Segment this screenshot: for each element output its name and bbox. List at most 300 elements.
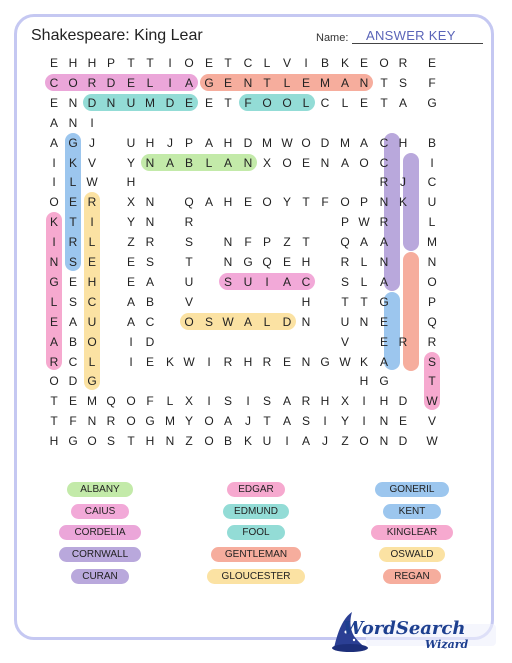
grid-letter[interactable]: A: [49, 334, 58, 349]
grid-letter[interactable]: U: [340, 314, 350, 329]
grid-letter[interactable]: H: [49, 434, 59, 449]
grid-letter[interactable]: L: [263, 56, 271, 70]
grid-letter[interactable]: O: [126, 394, 136, 409]
grid-letter[interactable]: T: [146, 56, 154, 70]
grid-letter[interactable]: T: [380, 95, 388, 110]
grid-letter[interactable]: N: [379, 195, 389, 210]
grid-letter[interactable]: A: [340, 75, 349, 90]
grid-letter[interactable]: A: [340, 155, 349, 170]
grid-letter[interactable]: F: [244, 95, 252, 110]
grid-letter[interactable]: D: [282, 314, 292, 329]
grid-letter[interactable]: L: [166, 394, 174, 409]
grid-letter[interactable]: Z: [283, 235, 291, 250]
grid-letter[interactable]: Z: [127, 235, 135, 250]
grid-letter[interactable]: L: [360, 255, 368, 269]
grid-letter[interactable]: G: [204, 75, 214, 90]
grid-letter[interactable]: N: [359, 75, 369, 90]
grid-letter[interactable]: E: [301, 155, 310, 170]
grid-letter[interactable]: T: [263, 75, 271, 90]
grid-letter[interactable]: O: [87, 434, 97, 449]
grid-letter[interactable]: S: [68, 255, 77, 269]
grid-letter[interactable]: B: [68, 334, 77, 349]
grid-letter[interactable]: H: [126, 175, 136, 190]
grid-letter[interactable]: D: [165, 95, 175, 110]
grid-letter[interactable]: L: [428, 215, 436, 230]
grid-letter[interactable]: T: [302, 195, 310, 210]
grid-letter[interactable]: E: [243, 195, 252, 210]
grid-letter[interactable]: Q: [184, 195, 194, 210]
grid-letter[interactable]: A: [223, 155, 232, 170]
grid-letter[interactable]: A: [145, 274, 154, 289]
grid-letter[interactable]: S: [340, 274, 349, 289]
grid-letter[interactable]: X: [184, 394, 193, 409]
grid-letter[interactable]: A: [126, 294, 135, 309]
grid-letter[interactable]: K: [243, 434, 252, 449]
grid-letter[interactable]: A: [49, 135, 58, 150]
grid-letter[interactable]: N: [145, 195, 155, 210]
grid-letter[interactable]: N: [223, 235, 233, 250]
grid-letter[interactable]: M: [320, 75, 330, 90]
grid-letter[interactable]: N: [379, 255, 389, 269]
grid-letter[interactable]: I: [430, 155, 434, 170]
grid-letter[interactable]: O: [282, 95, 292, 110]
grid-letter[interactable]: W: [86, 175, 98, 190]
grid-letter[interactable]: R: [398, 56, 408, 70]
grid-letter[interactable]: A: [282, 414, 291, 429]
grid-letter[interactable]: U: [87, 314, 97, 329]
grid-letter[interactable]: T: [127, 56, 135, 70]
name-field[interactable]: ANSWER KEY: [366, 28, 456, 43]
grid-letter[interactable]: D: [243, 135, 253, 150]
grid-letter[interactable]: N: [223, 255, 233, 269]
grid-letter[interactable]: S: [145, 255, 154, 269]
grid-letter[interactable]: T: [302, 235, 310, 250]
grid-letter[interactable]: Q: [262, 255, 272, 269]
grid-letter[interactable]: G: [87, 374, 97, 389]
grid-letter[interactable]: M: [145, 95, 155, 110]
grid-letter[interactable]: O: [87, 334, 97, 349]
grid-letter[interactable]: L: [146, 75, 154, 90]
grid-letter[interactable]: E: [204, 95, 213, 110]
grid-letter[interactable]: P: [106, 56, 115, 70]
grid-letter[interactable]: M: [262, 135, 272, 150]
grid-letter[interactable]: R: [427, 334, 437, 349]
grid-letter[interactable]: P: [340, 215, 349, 230]
grid-letter[interactable]: I: [129, 334, 133, 349]
grid-letter[interactable]: M: [340, 135, 350, 150]
grid-letter[interactable]: H: [398, 135, 408, 150]
grid-letter[interactable]: B: [427, 135, 436, 150]
grid-letter[interactable]: G: [379, 294, 389, 309]
grid-letter[interactable]: O: [301, 135, 311, 150]
grid-letter[interactable]: N: [49, 255, 59, 269]
grid-letter[interactable]: J: [322, 434, 328, 449]
grid-letter[interactable]: H: [68, 56, 78, 70]
grid-letter[interactable]: M: [87, 394, 97, 409]
grid-letter[interactable]: N: [359, 314, 369, 329]
grid-letter[interactable]: H: [301, 294, 311, 309]
grid-letter[interactable]: C: [301, 274, 311, 289]
grid-letter[interactable]: G: [243, 255, 253, 269]
grid-letter[interactable]: W: [281, 135, 293, 150]
grid-letter[interactable]: E: [49, 95, 58, 110]
grid-letter[interactable]: H: [359, 374, 369, 389]
grid-letter[interactable]: O: [282, 155, 292, 170]
grid-letter[interactable]: E: [145, 354, 154, 369]
grid-letter[interactable]: E: [359, 95, 368, 110]
grid-letter[interactable]: C: [379, 155, 389, 170]
grid-letter[interactable]: N: [87, 414, 97, 429]
grid-letter[interactable]: N: [301, 314, 311, 329]
grid-letter[interactable]: Q: [427, 314, 437, 329]
grid-letter[interactable]: O: [359, 155, 369, 170]
grid-letter[interactable]: D: [398, 434, 408, 449]
grid-letter[interactable]: O: [126, 414, 136, 429]
grid-letter[interactable]: N: [145, 215, 155, 230]
grid-letter[interactable]: Z: [341, 434, 349, 449]
grid-letter[interactable]: J: [400, 175, 406, 190]
grid-letter[interactable]: O: [204, 434, 214, 449]
grid-letter[interactable]: O: [262, 195, 272, 210]
grid-letter[interactable]: A: [359, 235, 368, 250]
grid-letter[interactable]: S: [262, 394, 271, 409]
grid-letter[interactable]: K: [398, 195, 407, 210]
grid-letter[interactable]: R: [379, 215, 389, 230]
grid-letter[interactable]: X: [126, 195, 135, 210]
grid-letter[interactable]: G: [68, 135, 78, 150]
grid-letter[interactable]: A: [359, 135, 368, 150]
grid-letter[interactable]: S: [427, 354, 436, 369]
grid-letter[interactable]: E: [282, 255, 291, 269]
grid-letter[interactable]: V: [427, 414, 436, 429]
grid-letter[interactable]: N: [320, 155, 330, 170]
grid-letter[interactable]: I: [90, 215, 94, 230]
grid-letter[interactable]: C: [68, 354, 78, 369]
grid-letter[interactable]: P: [262, 235, 271, 250]
grid-letter[interactable]: E: [184, 95, 193, 110]
grid-letter[interactable]: A: [379, 274, 388, 289]
grid-letter[interactable]: V: [282, 56, 291, 70]
grid-letter[interactable]: F: [244, 235, 252, 250]
grid-letter[interactable]: H: [223, 195, 233, 210]
grid-letter[interactable]: E: [427, 56, 436, 70]
grid-letter[interactable]: C: [243, 56, 253, 70]
grid-letter[interactable]: S: [223, 274, 232, 289]
grid-letter[interactable]: O: [340, 195, 350, 210]
grid-letter[interactable]: W: [222, 314, 234, 329]
grid-letter[interactable]: A: [301, 434, 310, 449]
grid-letter[interactable]: T: [50, 414, 58, 429]
grid-letter[interactable]: F: [321, 195, 329, 210]
grid-letter[interactable]: O: [379, 56, 389, 70]
grid-letter[interactable]: K: [359, 354, 368, 369]
grid-letter[interactable]: N: [106, 95, 116, 110]
grid-letter[interactable]: A: [379, 354, 388, 369]
grid-letter[interactable]: U: [184, 274, 194, 289]
grid-letter[interactable]: T: [224, 95, 232, 110]
grid-letter[interactable]: N: [243, 75, 253, 90]
grid-letter[interactable]: I: [246, 394, 250, 409]
grid-letter[interactable]: R: [49, 354, 59, 369]
grid-letter[interactable]: H: [87, 274, 97, 289]
grid-letter[interactable]: R: [340, 255, 350, 269]
grid-letter[interactable]: F: [69, 414, 77, 429]
grid-letter[interactable]: I: [265, 274, 269, 289]
grid-letter[interactable]: R: [379, 175, 389, 190]
grid-letter[interactable]: R: [398, 334, 408, 349]
grid-letter[interactable]: N: [243, 155, 253, 170]
grid-letter[interactable]: L: [263, 314, 271, 329]
grid-letter[interactable]: I: [168, 75, 172, 90]
grid-letter[interactable]: T: [50, 394, 58, 409]
grid-letter[interactable]: H: [301, 255, 311, 269]
grid-letter[interactable]: L: [50, 294, 58, 309]
grid-letter[interactable]: Q: [106, 394, 116, 409]
grid-letter[interactable]: E: [68, 195, 77, 210]
grid-letter[interactable]: K: [340, 56, 349, 70]
grid-letter[interactable]: C: [87, 294, 97, 309]
grid-letter[interactable]: T: [224, 56, 232, 70]
grid-letter[interactable]: U: [262, 434, 272, 449]
grid-letter[interactable]: O: [49, 374, 59, 389]
grid-letter[interactable]: O: [68, 75, 78, 90]
grid-letter[interactable]: U: [427, 195, 437, 210]
grid-letter[interactable]: H: [145, 434, 155, 449]
grid-letter[interactable]: M: [165, 414, 175, 429]
grid-letter[interactable]: S: [223, 394, 232, 409]
grid-letter[interactable]: O: [184, 56, 194, 70]
grid-letter[interactable]: E: [398, 414, 407, 429]
grid-letter[interactable]: A: [282, 274, 291, 289]
grid-letter[interactable]: C: [320, 95, 330, 110]
grid-letter[interactable]: E: [379, 314, 388, 329]
grid-letter[interactable]: T: [127, 434, 135, 449]
grid-letter[interactable]: I: [168, 56, 172, 70]
grid-letter[interactable]: E: [379, 334, 388, 349]
grid-letter[interactable]: Y: [126, 215, 135, 230]
grid-letter[interactable]: L: [205, 155, 213, 170]
grid-letter[interactable]: T: [69, 215, 77, 230]
grid-letter[interactable]: G: [68, 434, 78, 449]
grid-letter[interactable]: H: [243, 354, 253, 369]
grid-letter[interactable]: P: [427, 294, 436, 309]
grid-letter[interactable]: G: [427, 95, 437, 110]
grid-letter[interactable]: T: [380, 75, 388, 90]
grid-letter[interactable]: I: [90, 115, 94, 130]
grid-letter[interactable]: B: [223, 434, 232, 449]
grid-letter[interactable]: Y: [340, 414, 349, 429]
grid-letter[interactable]: C: [427, 175, 437, 190]
grid-letter[interactable]: E: [49, 314, 58, 329]
grid-letter[interactable]: W: [339, 354, 351, 369]
grid-letter[interactable]: T: [263, 414, 271, 429]
grid-letter[interactable]: I: [285, 434, 289, 449]
grid-letter[interactable]: R: [145, 235, 155, 250]
grid-letter[interactable]: E: [204, 56, 213, 70]
grid-letter[interactable]: A: [68, 314, 77, 329]
grid-letter[interactable]: U: [243, 274, 253, 289]
grid-letter[interactable]: E: [282, 354, 291, 369]
grid-letter[interactable]: N: [68, 115, 78, 130]
grid-letter[interactable]: C: [145, 314, 155, 329]
grid-letter[interactable]: O: [427, 274, 437, 289]
grid-letter[interactable]: T: [341, 294, 349, 309]
grid-letter[interactable]: R: [106, 414, 116, 429]
grid-letter[interactable]: E: [223, 75, 232, 90]
grid-letter[interactable]: Z: [185, 434, 193, 449]
grid-letter[interactable]: I: [362, 414, 366, 429]
grid-letter[interactable]: N: [145, 155, 155, 170]
grid-letter[interactable]: G: [379, 374, 389, 389]
grid-letter[interactable]: O: [204, 414, 214, 429]
grid-letter[interactable]: A: [165, 155, 174, 170]
grid-letter[interactable]: P: [184, 135, 193, 150]
grid-letter[interactable]: K: [49, 215, 58, 230]
grid-letter[interactable]: A: [49, 115, 58, 130]
grid-letter[interactable]: E: [49, 56, 58, 70]
grid-letter[interactable]: E: [68, 274, 77, 289]
grid-letter[interactable]: T: [185, 255, 193, 269]
grid-letter[interactable]: I: [323, 414, 327, 429]
grid-letter[interactable]: S: [204, 314, 213, 329]
grid-letter[interactable]: A: [282, 394, 291, 409]
grid-letter[interactable]: B: [320, 56, 329, 70]
grid-letter[interactable]: Y: [282, 195, 291, 210]
grid-letter[interactable]: U: [126, 95, 136, 110]
grid-letter[interactable]: O: [359, 434, 369, 449]
grid-letter[interactable]: N: [68, 95, 78, 110]
grid-letter[interactable]: N: [427, 255, 437, 269]
grid-letter[interactable]: U: [126, 135, 136, 150]
grid-letter[interactable]: N: [301, 354, 311, 369]
grid-letter[interactable]: Y: [184, 414, 193, 429]
grid-letter[interactable]: O: [184, 314, 194, 329]
grid-letter[interactable]: I: [52, 175, 56, 190]
grid-letter[interactable]: R: [87, 75, 97, 90]
grid-letter[interactable]: A: [204, 135, 213, 150]
grid-letter[interactable]: W: [358, 215, 370, 230]
grid-letter[interactable]: H: [223, 135, 233, 150]
grid-letter[interactable]: A: [398, 95, 407, 110]
grid-letter[interactable]: R: [262, 354, 272, 369]
grid-letter[interactable]: W: [426, 394, 438, 409]
grid-letter[interactable]: L: [360, 274, 368, 289]
grid-letter[interactable]: J: [89, 135, 95, 150]
grid-letter[interactable]: G: [145, 414, 155, 429]
grid-letter[interactable]: C: [49, 75, 59, 90]
grid-letter[interactable]: A: [126, 314, 135, 329]
grid-letter[interactable]: L: [69, 175, 77, 190]
grid-letter[interactable]: D: [145, 334, 155, 349]
grid-letter[interactable]: V: [87, 155, 96, 170]
grid-letter[interactable]: W: [426, 434, 438, 449]
grid-letter[interactable]: H: [320, 394, 330, 409]
grid-letter[interactable]: I: [52, 235, 56, 250]
grid-letter[interactable]: E: [126, 75, 135, 90]
grid-letter[interactable]: B: [145, 294, 154, 309]
grid-letter[interactable]: E: [87, 255, 96, 269]
grid-letter[interactable]: D: [398, 394, 408, 409]
grid-letter[interactable]: I: [129, 354, 133, 369]
grid-letter[interactable]: J: [245, 414, 251, 429]
grid-letter[interactable]: A: [223, 414, 232, 429]
grid-letter[interactable]: V: [340, 334, 349, 349]
grid-letter[interactable]: W: [183, 354, 195, 369]
grid-letter[interactable]: D: [106, 75, 116, 90]
grid-letter[interactable]: A: [243, 314, 252, 329]
grid-letter[interactable]: R: [184, 215, 194, 230]
grid-letter[interactable]: K: [68, 155, 77, 170]
grid-letter[interactable]: R: [87, 195, 97, 210]
grid-letter[interactable]: C: [379, 135, 389, 150]
grid-letter[interactable]: L: [302, 95, 310, 110]
grid-letter[interactable]: T: [360, 294, 368, 309]
grid-letter[interactable]: O: [49, 195, 59, 210]
grid-letter[interactable]: E: [126, 274, 135, 289]
grid-letter[interactable]: L: [341, 95, 349, 110]
grid-letter[interactable]: K: [165, 354, 174, 369]
grid-letter[interactable]: A: [379, 235, 388, 250]
grid-letter[interactable]: G: [49, 274, 59, 289]
grid-letter[interactable]: E: [126, 255, 135, 269]
grid-letter[interactable]: L: [283, 75, 291, 90]
grid-letter[interactable]: P: [359, 195, 368, 210]
grid-letter[interactable]: B: [184, 155, 193, 170]
grid-letter[interactable]: N: [165, 434, 175, 449]
grid-letter[interactable]: I: [304, 56, 308, 70]
grid-letter[interactable]: M: [427, 235, 437, 250]
grid-letter[interactable]: G: [320, 354, 330, 369]
grid-letter[interactable]: F: [428, 75, 436, 90]
grid-letter[interactable]: H: [87, 56, 97, 70]
grid-letter[interactable]: A: [184, 75, 193, 90]
grid-letter[interactable]: X: [262, 155, 271, 170]
grid-letter[interactable]: X: [340, 394, 349, 409]
grid-letter[interactable]: S: [68, 294, 77, 309]
grid-letter[interactable]: D: [320, 135, 330, 150]
grid-letter[interactable]: L: [88, 354, 96, 369]
grid-letter[interactable]: I: [52, 155, 56, 170]
grid-letter[interactable]: V: [184, 294, 193, 309]
grid-letter[interactable]: S: [301, 414, 310, 429]
grid-letter[interactable]: N: [379, 414, 389, 429]
grid-letter[interactable]: S: [184, 235, 193, 250]
grid-letter[interactable]: Q: [340, 235, 350, 250]
grid-letter[interactable]: R: [68, 235, 78, 250]
grid-letter[interactable]: F: [146, 394, 154, 409]
grid-letter[interactable]: L: [88, 235, 96, 250]
grid-letter[interactable]: N: [379, 434, 389, 449]
grid-letter[interactable]: Y: [126, 155, 135, 170]
grid-letter[interactable]: I: [207, 394, 211, 409]
grid-letter[interactable]: E: [301, 75, 310, 90]
grid-letter[interactable]: O: [262, 95, 272, 110]
grid-letter[interactable]: S: [106, 434, 115, 449]
grid-letter[interactable]: R: [301, 394, 311, 409]
grid-letter[interactable]: I: [362, 394, 366, 409]
grid-letter[interactable]: D: [68, 374, 78, 389]
grid-letter[interactable]: S: [398, 75, 407, 90]
grid-letter[interactable]: H: [145, 135, 155, 150]
grid-letter[interactable]: D: [87, 95, 97, 110]
grid-letter[interactable]: E: [359, 56, 368, 70]
grid-letter[interactable]: T: [428, 374, 436, 389]
grid-letter[interactable]: J: [167, 135, 173, 150]
grid-letter[interactable]: R: [223, 354, 233, 369]
grid-letter[interactable]: I: [207, 354, 211, 369]
grid-letter[interactable]: A: [204, 195, 213, 210]
grid-letter[interactable]: E: [68, 394, 77, 409]
